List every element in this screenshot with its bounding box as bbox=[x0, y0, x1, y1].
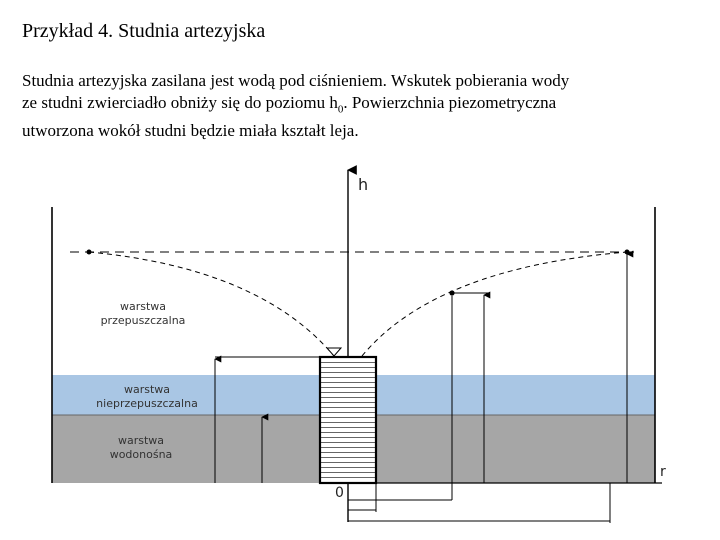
permeable-layer-label-1: warstwa bbox=[119, 300, 167, 313]
well-shaft bbox=[320, 357, 376, 483]
paragraph-line-1: Studnia artezyjska zasilana jest wodą pod ciśnieniem. Wskutek pobierania wody bbox=[22, 71, 570, 90]
h-axis-label: h bbox=[358, 175, 369, 194]
r-axis-label: r bbox=[660, 464, 666, 480]
paragraph-line-2-rest: . Powierzchnia piezometryczna bbox=[343, 93, 557, 112]
paragraph-line-3: utworzona wokół studni będzie miała kształt leja. bbox=[22, 121, 359, 141]
impermeable-layer-label-2: nieprzepuszczalna bbox=[96, 397, 198, 410]
page-title: Przykład 4. Studnia artezyjska bbox=[22, 20, 266, 42]
aquifer-layer-label-1: warstwa bbox=[117, 434, 165, 447]
origin-label: 0 bbox=[335, 485, 344, 501]
aquifer-layer-label-2: wodonośna bbox=[109, 448, 173, 461]
paragraph-line-2-text: ze studni zwierciadło obniży się do poziomu h bbox=[22, 93, 338, 112]
permeable-layer-label-2: przepuszczalna bbox=[100, 314, 186, 327]
impermeable-layer-label-1: warstwa bbox=[123, 383, 171, 396]
h0-subscript: 0 bbox=[337, 103, 344, 116]
permeable-layer bbox=[52, 207, 655, 375]
